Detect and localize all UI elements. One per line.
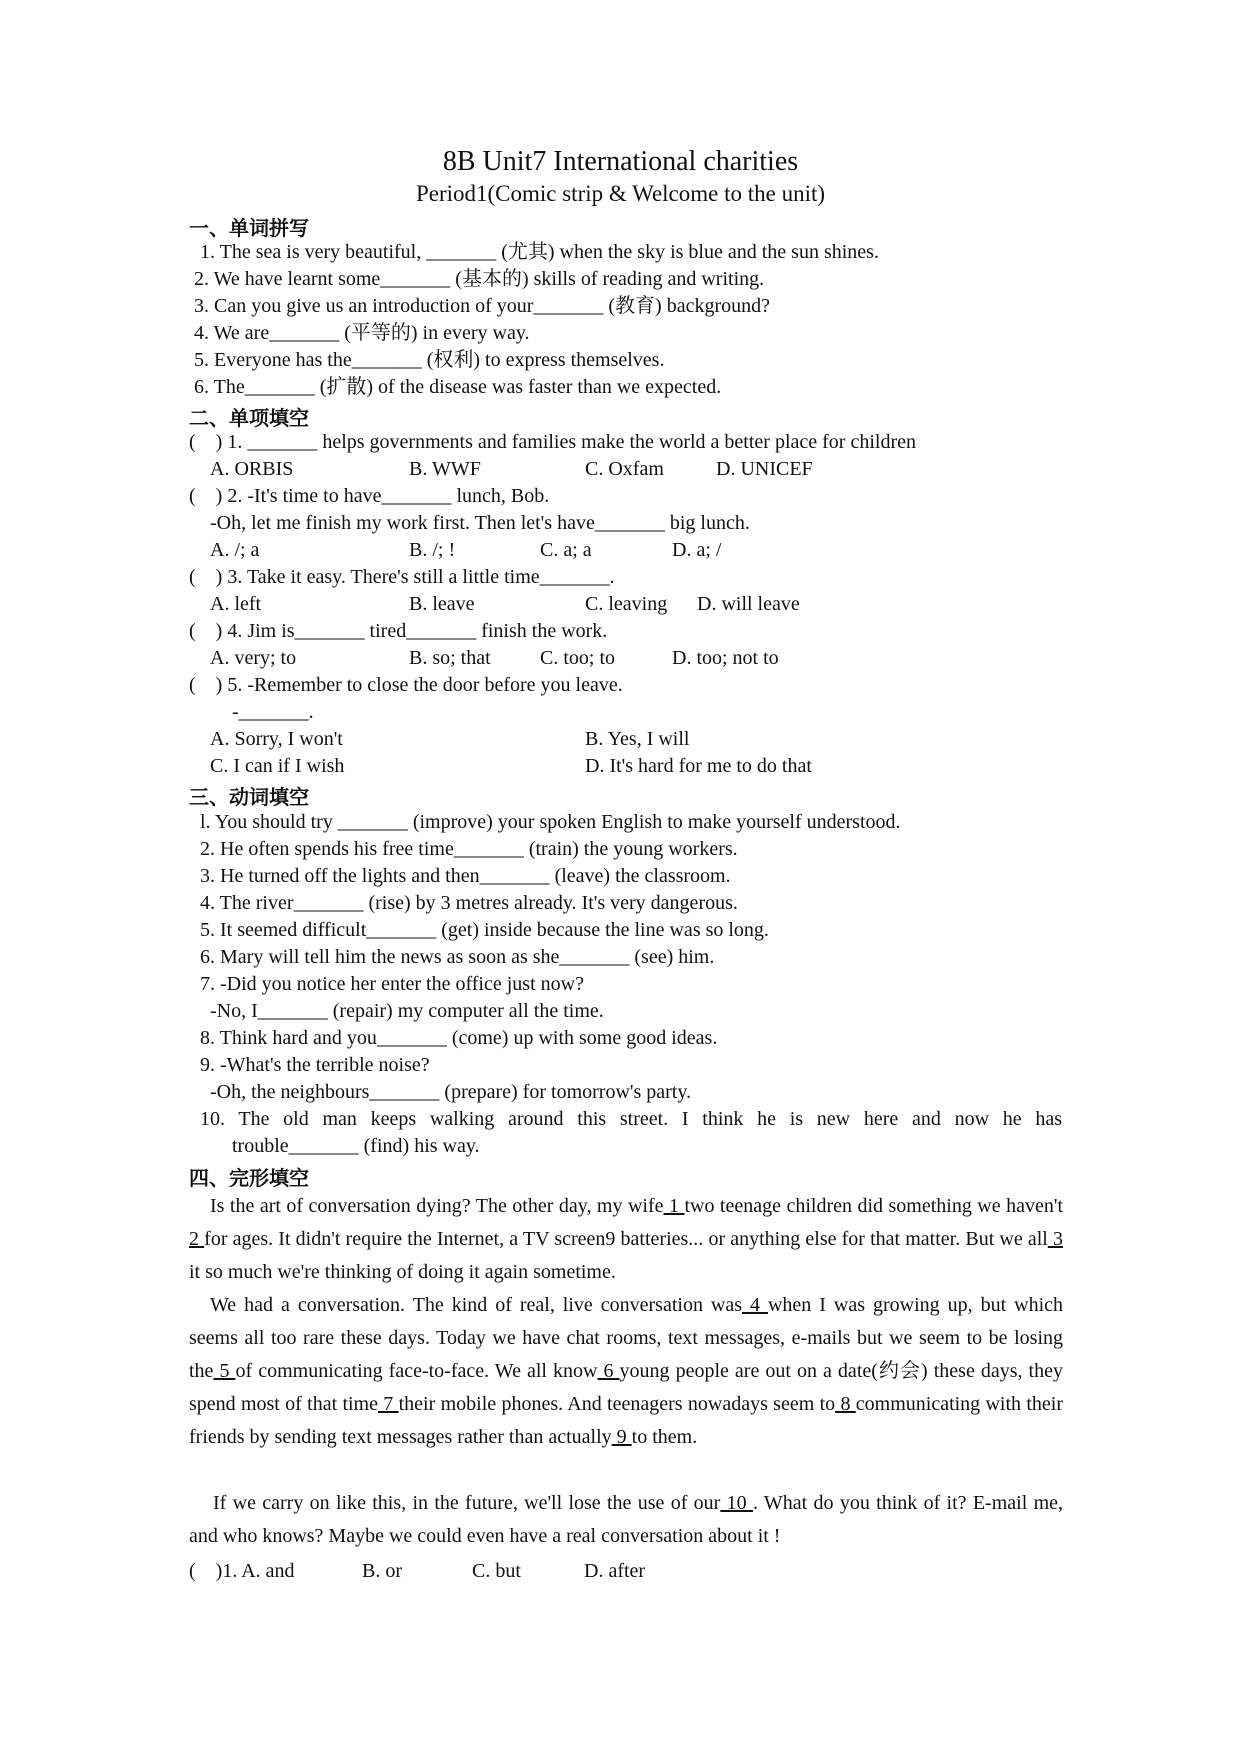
spelling-item: 2. We have learnt some_______ (基本的) skills of reading and writing. (194, 268, 765, 290)
verb-item: 7. -Did you notice her enter the office just now? (200, 973, 584, 995)
mc-option: D. will leave (697, 593, 800, 615)
mc-option: D. UNICEF (716, 458, 813, 480)
cloze-blank: 7 (378, 1393, 399, 1415)
page-title: 8B Unit7 International charities (442, 146, 799, 177)
mc-question-stem: ( ) 4. Jim is_______ tired_______ finish the work. (189, 620, 608, 642)
mc-option: C. leaving (585, 593, 668, 615)
verb-item: 6. Mary will tell him the news as soon as she_______ (see) him. (200, 946, 715, 968)
mc-option: A. ORBIS (210, 458, 294, 480)
mc-option: B. Yes, I will (585, 728, 690, 750)
spelling-item: 3. Can you give us an introduction of your_______ (教育) background? (194, 295, 771, 317)
spelling-item: 4. We are_______ (平等的) in every way. (194, 322, 530, 344)
mc-option: C. a; a (540, 539, 592, 561)
section-heading-multiple-choice: 二、单项填空 (189, 406, 309, 430)
verb-item: 5. It seemed difficult_______ (get) inside because the line was so long. (200, 919, 769, 941)
cloze-blank: 1 (663, 1195, 685, 1217)
spelling-item: 1. The sea is very beautiful, _______ (尤其) when the sky is blue and the sun shines. (200, 241, 879, 263)
cloze-blank: 10 (720, 1492, 753, 1514)
mc-option: D. a; / (672, 539, 722, 561)
mc-option: C. too; to (540, 647, 616, 669)
verb-item: -Oh, the neighbours_______ (prepare) for tomorrow's party. (210, 1081, 692, 1103)
section-heading-verb-fill: 三、动词填空 (189, 785, 309, 809)
cloze-blank: 4 (742, 1294, 768, 1316)
page-subtitle: Period1(Comic strip & Welcome to the unit) (415, 181, 826, 206)
cloze-blank: 2 (189, 1228, 205, 1250)
mc-option: A. /; a (210, 539, 260, 561)
mc-question-stem: ( ) 2. -It's time to have_______ lunch, Bob. (189, 485, 550, 507)
mc-option: B. leave (409, 593, 475, 615)
verb-item: 10. The old man keeps walking around this street. I think he is new here and now he has (200, 1108, 1062, 1130)
cloze-paragraph-3: If we carry on like this, in the future, we'll lose the use of our 10 . What do you think of it? E-mail me, and who knows? Maybe we could even have a real conversation about it ! (189, 1492, 1064, 1547)
mc-option: D. too; not to (672, 647, 779, 669)
verb-item: 8. Think hard and you_______ (come) up with some good ideas. (200, 1027, 718, 1049)
mc-question-stem: ( ) 5. -Remember to close the door before you leave. (189, 674, 623, 696)
verb-item: 4. The river_______ (rise) by 3 metres already. It's very dangerous. (200, 892, 738, 914)
verb-item: 2. He often spends his free time_______ (train) the young workers. (200, 838, 738, 860)
cloze-blank: 8 (835, 1393, 856, 1415)
mc-option: B. so; that (409, 647, 491, 669)
cloze-blank: 6 (597, 1360, 620, 1382)
verb-item: trouble_______ (find) his way. (232, 1135, 480, 1157)
cloze-option: C. but (472, 1560, 521, 1582)
mc-question-stem: ( ) 3. Take it easy. There's still a little time_______. (189, 566, 615, 588)
cloze-question-stem: ( )1. A. and (189, 1560, 295, 1582)
spelling-item: 6. The_______ (扩散) of the disease was faster than we expected. (194, 376, 722, 398)
mc-option: B. /; ! (409, 539, 456, 561)
cloze-blank: 5 (213, 1360, 236, 1382)
section-heading-cloze: 四、完形填空 (189, 1166, 309, 1190)
mc-option: D. It's hard for me to do that (585, 755, 812, 777)
verb-item: l. You should try _______ (improve) your spoken English to make yourself understood. (200, 811, 901, 833)
mc-question-stem: -_______. (232, 701, 314, 723)
mc-option: B. WWF (409, 458, 481, 480)
mc-option: C. Oxfam (585, 458, 664, 480)
mc-option: A. Sorry, I won't (210, 728, 343, 750)
cloze-paragraph-1: Is the art of conversation dying? The other day, my wife 1 two teenage children did something we haven't 2 for ages. It didn't require the Internet, a TV screen9 batteries... or anything else for that matter. But we all 3 it so much we're thinking of doing it again sometime. (189, 1195, 1064, 1283)
spelling-item: 5. Everyone has the_______ (权利) to express themselves. (194, 349, 665, 371)
mc-question-stem: -Oh, let me finish my work first. Then let's have_______ big lunch. (210, 512, 750, 534)
mc-option: A. left (210, 593, 262, 615)
verb-item: -No, I_______ (repair) my computer all the time. (210, 1000, 604, 1022)
cloze-blank: 9 (611, 1426, 632, 1448)
section-heading-spelling: 一、单词拼写 (189, 216, 309, 240)
mc-option: A. very; to (210, 647, 297, 669)
mc-option: C. I can if I wish (210, 755, 345, 777)
mc-question-stem: ( ) 1. _______ helps governments and families make the world a better place for children (189, 431, 916, 453)
cloze-option: D. after (584, 1560, 646, 1582)
verb-item: 9. -What's the terrible noise? (200, 1054, 430, 1076)
verb-item: 3. He turned off the lights and then_______ (leave) the classroom. (200, 865, 731, 887)
cloze-blank: 3 (1047, 1228, 1064, 1250)
cloze-paragraph-2: We had a conversation. The kind of real, live conversation was 4 when I was growing up, but which seems all too rare these days. Today we have chat rooms, text messages, e-mails but we seem to be losing the 5 of communicating face-to-face. We all know 6 young people are out on a date(约会) these days, they spend most of that time 7 their mobile phones. And teenagers nowadays seem to 8 communicating with their friends by sending text messages rather than actually 9 to them. (189, 1294, 1064, 1448)
cloze-option: B. or (362, 1560, 402, 1582)
